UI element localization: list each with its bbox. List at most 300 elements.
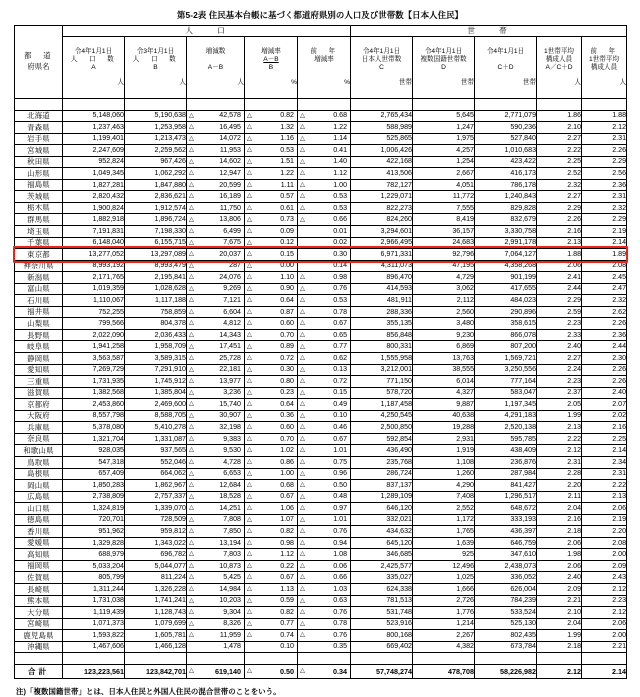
cell-population-r3: 1,128,743 bbox=[125, 607, 187, 619]
table-row bbox=[15, 526, 627, 538]
decrease-marker-icon: △ bbox=[300, 492, 305, 500]
decrease-marker-icon: △ bbox=[247, 561, 252, 569]
prefecture-name: 三重県 bbox=[15, 376, 63, 388]
cell-population-r4: 2,022,090 bbox=[63, 329, 125, 341]
cell-population-r4: 1,850,283 bbox=[63, 480, 125, 492]
cell-households-total: 336,052 bbox=[475, 572, 537, 584]
decrease-marker-icon: △ bbox=[300, 561, 305, 569]
cell-avg-members: 2.06 bbox=[537, 560, 582, 572]
cell-avg-members: 2.16 bbox=[537, 514, 582, 526]
cell-households-japanese: 434,632 bbox=[351, 526, 413, 538]
cell-prev-change-rate: △ 1.01 bbox=[298, 514, 351, 526]
cell-households-total: 866,078 bbox=[475, 329, 537, 341]
cell-population-r3: 8,588,705 bbox=[125, 410, 187, 422]
cell-prev-change-rate: △ 0.76 bbox=[298, 526, 351, 538]
cell-population-r4: 752,255 bbox=[63, 306, 125, 318]
table-row bbox=[15, 387, 627, 399]
decrease-marker-icon: △ bbox=[189, 284, 194, 292]
cell-avg-members: 2.23 bbox=[537, 318, 582, 330]
table-row bbox=[15, 503, 627, 515]
cell-change-rate: △ 0.70 bbox=[245, 329, 298, 341]
cell-change-rate: △ 1.07 bbox=[245, 514, 298, 526]
cell-avg-members: 2.04 bbox=[537, 503, 582, 515]
table-row bbox=[15, 630, 627, 642]
cell-households-total: 333,193 bbox=[475, 514, 537, 526]
cell-prev-avg-members: 1.89 bbox=[582, 249, 627, 261]
cell-households-japanese: 645,120 bbox=[351, 537, 413, 549]
cell-households-multinational: 3,062 bbox=[413, 283, 475, 295]
decrease-marker-icon: △ bbox=[300, 400, 305, 408]
cell-households-total: 2,771,079 bbox=[475, 110, 537, 122]
cell-change-count: △ 11,750 bbox=[187, 202, 245, 214]
cell-change-rate: △ 0.22 bbox=[245, 560, 298, 572]
cell-change-count: △ 9,383 bbox=[187, 433, 245, 445]
col-header-pop-r3: 令3年1月1日 人 口 数 B 人 bbox=[125, 37, 187, 99]
cell-households-multinational: 1,254 bbox=[413, 156, 475, 168]
cell-avg-members: 1.99 bbox=[537, 410, 582, 422]
cell-households-multinational: 478,708 bbox=[413, 664, 475, 678]
col-header-rate: 増減率 A－B B % bbox=[245, 37, 298, 99]
table-row bbox=[15, 156, 627, 168]
cell-households-japanese: 235,768 bbox=[351, 456, 413, 468]
decrease-marker-icon: △ bbox=[300, 215, 305, 223]
cell-change-count: △ 30,907 bbox=[187, 410, 245, 422]
cell-households-multinational: 9,887 bbox=[413, 399, 475, 411]
cell-population-r4: 2,247,609 bbox=[63, 145, 125, 157]
cell-households-multinational: 2,560 bbox=[413, 306, 475, 318]
table-row bbox=[15, 422, 627, 434]
cell-change-rate: △ 0.59 bbox=[245, 595, 298, 607]
cell-change-count: △ 6,499 bbox=[187, 226, 245, 238]
cell-change-count: △ 16,189 bbox=[187, 191, 245, 203]
decrease-marker-icon: △ bbox=[189, 608, 194, 616]
cell-prev-avg-members: 2.07 bbox=[582, 399, 627, 411]
prefecture-name: 合計 bbox=[15, 664, 63, 678]
decrease-marker-icon: △ bbox=[247, 388, 252, 396]
cell-change-count: △ 25,728 bbox=[187, 353, 245, 365]
cell-prev-avg-members: 2.06 bbox=[582, 503, 627, 515]
cell-households-multinational: 2,667 bbox=[413, 168, 475, 180]
decrease-marker-icon: △ bbox=[247, 596, 252, 604]
cell-prev-avg-members: 2.14 bbox=[582, 445, 627, 457]
cell-households-total: 648,672 bbox=[475, 503, 537, 515]
cell-change-rate: △ 0.70 bbox=[245, 433, 298, 445]
cell-households-japanese: 771,150 bbox=[351, 376, 413, 388]
cell-change-rate: △ 0.82 bbox=[245, 607, 298, 619]
cell-population-r4: 2,738,809 bbox=[63, 491, 125, 503]
cell-prev-change-rate: 0.14 bbox=[298, 260, 351, 272]
cell-change-rate: △ 0.86 bbox=[245, 456, 298, 468]
cell-change-count: △ 16,495 bbox=[187, 122, 245, 134]
cell-households-total: 438,409 bbox=[475, 445, 537, 457]
cell-households-total: 583,047 bbox=[475, 387, 537, 399]
cell-avg-members: 2.40 bbox=[537, 341, 582, 353]
cell-households-total: 3,330,758 bbox=[475, 226, 537, 238]
decrease-marker-icon: △ bbox=[247, 284, 252, 292]
decrease-marker-icon: △ bbox=[189, 296, 194, 304]
cell-change-rate: △ 0.72 bbox=[245, 353, 298, 365]
cell-prev-change-rate: △ 0.62 bbox=[298, 353, 351, 365]
cell-prev-change-rate: △ 1.14 bbox=[298, 133, 351, 145]
cell-avg-members: 2.09 bbox=[537, 583, 582, 595]
cell-households-multinational: 92,796 bbox=[413, 249, 475, 261]
cell-population-r3: 13,297,089 bbox=[125, 249, 187, 261]
cell-households-multinational: 2,726 bbox=[413, 595, 475, 607]
cell-households-total: 358,615 bbox=[475, 318, 537, 330]
cell-change-count: △ 42,578 bbox=[187, 110, 245, 122]
table-row bbox=[15, 595, 627, 607]
cell-population-r4: 1,071,373 bbox=[63, 618, 125, 630]
cell-avg-members: 2.31 bbox=[537, 456, 582, 468]
cell-households-japanese: 414,593 bbox=[351, 283, 413, 295]
cell-prev-change-rate: △ 0.66 bbox=[298, 572, 351, 584]
table-row bbox=[15, 514, 627, 526]
decrease-marker-icon: △ bbox=[247, 481, 252, 489]
cell-households-total: 590,236 bbox=[475, 122, 537, 134]
cell-population-r3: 7,291,910 bbox=[125, 364, 187, 376]
cell-households-total: 673,784 bbox=[475, 641, 537, 653]
cell-population-r4: 3,563,587 bbox=[63, 353, 125, 365]
decrease-marker-icon: △ bbox=[247, 619, 252, 627]
table-body bbox=[15, 99, 627, 679]
cell-population-r3: 2,195,841 bbox=[125, 272, 187, 284]
decrease-marker-icon: △ bbox=[189, 319, 194, 327]
cell-households-japanese: 57,748,274 bbox=[351, 664, 413, 678]
cell-population-r3: 1,117,188 bbox=[125, 295, 187, 307]
decrease-marker-icon: △ bbox=[189, 423, 194, 431]
prefecture-name: 山口県 bbox=[15, 503, 63, 515]
cell-change-rate: △ 0.23 bbox=[245, 387, 298, 399]
decrease-marker-icon: △ bbox=[189, 411, 194, 419]
table-row bbox=[15, 214, 627, 226]
cell-change-count: △ 10,873 bbox=[187, 560, 245, 572]
decrease-marker-icon: △ bbox=[247, 250, 252, 258]
cell-population-r3: 1,466,128 bbox=[125, 641, 187, 653]
cell-change-rate: △ 1.22 bbox=[245, 168, 298, 180]
cell-prev-avg-members: 2.47 bbox=[582, 283, 627, 295]
decrease-marker-icon: △ bbox=[300, 504, 305, 512]
decrease-marker-icon: △ bbox=[189, 307, 194, 315]
cell-prev-avg-members: 2.31 bbox=[582, 133, 627, 145]
cell-households-total: 784,239 bbox=[475, 595, 537, 607]
cell-avg-members: 2.33 bbox=[537, 329, 582, 341]
cell-households-multinational: 4,290 bbox=[413, 480, 475, 492]
cell-households-japanese: 4,250,545 bbox=[351, 410, 413, 422]
table-row bbox=[15, 560, 627, 572]
cell-households-japanese: 4,311,073 bbox=[351, 260, 413, 272]
cell-households-multinational: 13,763 bbox=[413, 353, 475, 365]
cell-change-count: 1,478 bbox=[187, 641, 245, 653]
cell-population-r3: 1,331,087 bbox=[125, 433, 187, 445]
cell-population-r4: 1,731,038 bbox=[63, 595, 125, 607]
cell-change-rate: △ 0.36 bbox=[245, 410, 298, 422]
cell-households-japanese: 578,720 bbox=[351, 387, 413, 399]
prefecture-name: 宮崎県 bbox=[15, 618, 63, 630]
cell-population-r4: 928,035 bbox=[63, 445, 125, 457]
cell-prev-change-rate: △ 1.00 bbox=[298, 179, 351, 191]
cell-population-r3: 1,343,022 bbox=[125, 537, 187, 549]
decrease-marker-icon: △ bbox=[300, 146, 305, 154]
cell-population-r4: 1,324,819 bbox=[63, 503, 125, 515]
decrease-marker-icon: △ bbox=[300, 273, 305, 281]
cell-change-count: △ 9,304 bbox=[187, 607, 245, 619]
cell-avg-members: 1.88 bbox=[537, 249, 582, 261]
cell-households-total: 290,896 bbox=[475, 306, 537, 318]
cell-avg-members: 2.27 bbox=[537, 353, 582, 365]
cell-households-total: 58,226,982 bbox=[475, 664, 537, 678]
cell-prev-change-rate: △ 0.53 bbox=[298, 202, 351, 214]
cell-prev-change-rate: △ 0.68 bbox=[298, 110, 351, 122]
cell-households-multinational: 1,260 bbox=[413, 468, 475, 480]
cell-change-count: △ 22,181 bbox=[187, 364, 245, 376]
cell-population-r3: 2,036,433 bbox=[125, 329, 187, 341]
cell-population-r3: 8,993,479 bbox=[125, 260, 187, 272]
cell-households-japanese: 3,212,001 bbox=[351, 364, 413, 376]
cell-households-japanese: 346,685 bbox=[351, 549, 413, 561]
cell-households-japanese: 6,971,331 bbox=[351, 249, 413, 261]
cell-population-r3: 1,847,880 bbox=[125, 179, 187, 191]
cell-households-total: 646,759 bbox=[475, 537, 537, 549]
cell-avg-members: 2.27 bbox=[537, 191, 582, 203]
cell-households-total: 287,984 bbox=[475, 468, 537, 480]
decrease-marker-icon: △ bbox=[189, 492, 194, 500]
col-header-pop-r4: 令4年1月1日 人 口 数 A 人 bbox=[63, 37, 125, 99]
table-row bbox=[15, 364, 627, 376]
cell-prev-change-rate: △ 0.97 bbox=[298, 503, 351, 515]
prefecture-name: 香川県 bbox=[15, 526, 63, 538]
cell-prev-avg-members: 2.19 bbox=[582, 226, 627, 238]
cell-avg-members: 2.13 bbox=[537, 237, 582, 249]
cell-population-r3: 696,782 bbox=[125, 549, 187, 561]
cell-households-multinational: 1,639 bbox=[413, 537, 475, 549]
cell-households-multinational: 4,382 bbox=[413, 641, 475, 653]
cell-change-count: △ 13,194 bbox=[187, 537, 245, 549]
cell-population-r4: 1,311,244 bbox=[63, 583, 125, 595]
cell-population-r3: 1,605,781 bbox=[125, 630, 187, 642]
prefecture-name: 福島県 bbox=[15, 179, 63, 191]
cell-prev-avg-members: 2.26 bbox=[582, 318, 627, 330]
cell-population-r3: 1,958,709 bbox=[125, 341, 187, 353]
cell-prev-avg-members: 2.00 bbox=[582, 549, 627, 561]
cell-prev-change-rate: △ 0.46 bbox=[298, 422, 351, 434]
cell-population-r4: 2,171,765 bbox=[63, 272, 125, 284]
cell-households-total: 527,840 bbox=[475, 133, 537, 145]
cell-avg-members: 2.10 bbox=[537, 607, 582, 619]
cell-population-r4: 7,269,729 bbox=[63, 364, 125, 376]
prefecture-name: 静岡県 bbox=[15, 353, 63, 365]
decrease-marker-icon: △ bbox=[300, 585, 305, 593]
cell-prev-avg-members: 2.29 bbox=[582, 156, 627, 168]
cell-avg-members: 1.99 bbox=[537, 630, 582, 642]
cell-change-count: △ 6,653 bbox=[187, 468, 245, 480]
prefecture-name: 茨城県 bbox=[15, 191, 63, 203]
cell-prev-change-rate: △ 1.12 bbox=[298, 168, 351, 180]
decrease-marker-icon: △ bbox=[189, 585, 194, 593]
cell-population-r4: 799,566 bbox=[63, 318, 125, 330]
cell-avg-members: 2.40 bbox=[537, 572, 582, 584]
cell-prev-avg-members: 2.32 bbox=[582, 295, 627, 307]
cell-prev-change-rate: △ 0.10 bbox=[298, 410, 351, 422]
decrease-marker-icon: △ bbox=[247, 319, 252, 327]
table-row bbox=[15, 353, 627, 365]
cell-change-count: △ 5,425 bbox=[187, 572, 245, 584]
decrease-marker-icon: △ bbox=[300, 180, 305, 188]
cell-prev-avg-members: 2.08 bbox=[582, 537, 627, 549]
table-row bbox=[15, 295, 627, 307]
cell-avg-members: 2.32 bbox=[537, 179, 582, 191]
cell-prev-avg-members: 2.30 bbox=[582, 353, 627, 365]
cell-households-japanese: 896,470 bbox=[351, 272, 413, 284]
cell-households-multinational: 11,772 bbox=[413, 191, 475, 203]
decrease-marker-icon: △ bbox=[300, 458, 305, 466]
cell-prev-avg-members: 2.00 bbox=[582, 630, 627, 642]
cell-avg-members: 2.22 bbox=[537, 433, 582, 445]
decrease-marker-icon: △ bbox=[189, 667, 194, 675]
decrease-marker-icon: △ bbox=[300, 134, 305, 142]
cell-change-rate: △ 0.73 bbox=[245, 214, 298, 226]
decrease-marker-icon: △ bbox=[189, 157, 194, 165]
cell-prev-change-rate: △ 0.49 bbox=[298, 399, 351, 411]
prefecture-name: 大分県 bbox=[15, 607, 63, 619]
prefecture-name: 鳥取県 bbox=[15, 456, 63, 468]
cell-change-rate: △ 0.89 bbox=[245, 341, 298, 353]
cell-population-r3: 7,198,330 bbox=[125, 226, 187, 238]
cell-households-multinational: 8,419 bbox=[413, 214, 475, 226]
cell-population-r4: 5,033,204 bbox=[63, 560, 125, 572]
cell-households-total: 777,164 bbox=[475, 376, 537, 388]
cell-change-rate: △ 0.77 bbox=[245, 618, 298, 630]
cell-change-count: △ 14,984 bbox=[187, 583, 245, 595]
cell-prev-change-rate: △ 0.76 bbox=[298, 607, 351, 619]
cell-households-total: 4,358,268 bbox=[475, 260, 537, 272]
decrease-marker-icon: △ bbox=[300, 619, 305, 627]
decrease-marker-icon: △ bbox=[189, 331, 194, 338]
col-header-hh-jp: 令4年1月1日 日本人世帯数 C 世帯 bbox=[351, 37, 413, 99]
cell-households-multinational: 2,552 bbox=[413, 503, 475, 515]
prefecture-name: 北海道 bbox=[15, 110, 63, 122]
cell-change-count: △ 10,203 bbox=[187, 595, 245, 607]
cell-households-total: 525,130 bbox=[475, 618, 537, 630]
cell-change-count: △ 12,684 bbox=[187, 480, 245, 492]
cell-change-rate: △ 0.30 bbox=[245, 364, 298, 376]
cell-change-rate: △ 1.11 bbox=[245, 179, 298, 191]
decrease-marker-icon: △ bbox=[189, 146, 194, 154]
decrease-marker-icon: △ bbox=[300, 515, 305, 523]
cell-households-multinational: 7,555 bbox=[413, 202, 475, 214]
decrease-marker-icon: △ bbox=[247, 169, 252, 177]
cell-change-rate: △ 0.50 bbox=[245, 664, 298, 678]
prefecture-name: 福岡県 bbox=[15, 560, 63, 572]
decrease-marker-icon: △ bbox=[300, 354, 305, 362]
cell-households-multinational: 9,230 bbox=[413, 329, 475, 341]
cell-change-count: △ 14,251 bbox=[187, 503, 245, 515]
cell-prev-avg-members: 2.43 bbox=[582, 572, 627, 584]
cell-prev-change-rate: 0.30 bbox=[298, 249, 351, 261]
cell-population-r4: 805,799 bbox=[63, 572, 125, 584]
cell-households-total: 417,655 bbox=[475, 283, 537, 295]
decrease-marker-icon: △ bbox=[300, 446, 305, 454]
cell-avg-members: 2.12 bbox=[537, 664, 582, 678]
table-row bbox=[15, 122, 627, 134]
decrease-marker-icon: △ bbox=[247, 261, 252, 269]
cell-avg-members: 1.86 bbox=[537, 110, 582, 122]
cell-avg-members: 2.27 bbox=[537, 133, 582, 145]
col-header-prev-rate: 前 年 増減率 % bbox=[298, 37, 351, 99]
group-header-population: 人 口 bbox=[63, 26, 351, 37]
decrease-marker-icon: △ bbox=[247, 667, 252, 675]
decrease-marker-icon: △ bbox=[189, 469, 194, 477]
table-row bbox=[15, 341, 627, 353]
cell-change-rate: △ 0.61 bbox=[245, 202, 298, 214]
col-header-prev-avg: 前 年 1世帯平均 構成人員 人 bbox=[582, 37, 627, 99]
cell-households-japanese: 1,289,109 bbox=[351, 491, 413, 503]
cell-change-rate: △ 1.32 bbox=[245, 122, 298, 134]
prefecture-name: 埼玉県 bbox=[15, 226, 63, 238]
prefecture-name: 富山県 bbox=[15, 283, 63, 295]
cell-change-count: △ 13,806 bbox=[187, 214, 245, 226]
cell-households-japanese: 2,966,495 bbox=[351, 237, 413, 249]
decrease-marker-icon: △ bbox=[189, 215, 194, 223]
cell-avg-members: 2.06 bbox=[537, 260, 582, 272]
cell-prev-change-rate: △ 0.72 bbox=[298, 376, 351, 388]
column-header-row bbox=[15, 37, 627, 99]
cell-population-r4: 547,318 bbox=[63, 456, 125, 468]
cell-population-r3: 1,862,967 bbox=[125, 480, 187, 492]
cell-households-japanese: 422,168 bbox=[351, 156, 413, 168]
page-title: 第5-2表 住民基本台帳に基づく都道府県別の人口及び世帯数【日本人住民】 bbox=[176, 10, 464, 20]
cell-prev-change-rate: 0.01 bbox=[298, 226, 351, 238]
cell-households-total: 626,004 bbox=[475, 583, 537, 595]
cell-households-total: 1,240,843 bbox=[475, 191, 537, 203]
prefecture-name: 岡山県 bbox=[15, 480, 63, 492]
prefecture-name: 山形県 bbox=[15, 168, 63, 180]
decrease-marker-icon: △ bbox=[247, 307, 252, 315]
cell-prev-avg-members: 2.02 bbox=[582, 410, 627, 422]
cell-households-multinational: 36,157 bbox=[413, 226, 475, 238]
cell-prev-avg-members: 2.22 bbox=[582, 480, 627, 492]
cell-prev-avg-members: 2.26 bbox=[582, 364, 627, 376]
cell-prev-avg-members: 2.09 bbox=[582, 560, 627, 572]
cell-population-r3: 1,062,292 bbox=[125, 168, 187, 180]
cell-households-japanese: 2,500,850 bbox=[351, 422, 413, 434]
table-row bbox=[15, 329, 627, 341]
cell-population-r4: 1,941,258 bbox=[63, 341, 125, 353]
cell-change-count: △ 7,675 bbox=[187, 237, 245, 249]
cell-households-japanese: 592,854 bbox=[351, 433, 413, 445]
cell-population-r4: 123,223,561 bbox=[63, 664, 125, 678]
cell-avg-members: 2.12 bbox=[537, 445, 582, 457]
cell-prev-change-rate: △ 0.66 bbox=[298, 214, 351, 226]
cell-population-r3: 6,155,715 bbox=[125, 237, 187, 249]
cell-prev-change-rate: △ 0.53 bbox=[298, 295, 351, 307]
decrease-marker-icon: △ bbox=[189, 111, 194, 119]
decrease-marker-icon: △ bbox=[247, 608, 252, 616]
cell-change-rate: △ 0.67 bbox=[245, 572, 298, 584]
cell-change-rate: △ 0.74 bbox=[245, 630, 298, 642]
cell-prev-change-rate: △ 0.48 bbox=[298, 491, 351, 503]
cell-change-rate: △ 0.12 bbox=[245, 237, 298, 249]
table-row bbox=[15, 537, 627, 549]
cell-households-multinational: 3,480 bbox=[413, 318, 475, 330]
cell-households-multinational: 4,327 bbox=[413, 387, 475, 399]
decrease-marker-icon: △ bbox=[300, 157, 305, 165]
cell-prev-change-rate: △ 0.34 bbox=[298, 664, 351, 678]
cell-households-multinational: 7,408 bbox=[413, 491, 475, 503]
cell-households-japanese: 800,331 bbox=[351, 341, 413, 353]
decrease-marker-icon: △ bbox=[300, 284, 305, 292]
cell-prev-change-rate: △ 0.75 bbox=[298, 456, 351, 468]
decrease-marker-icon: △ bbox=[189, 458, 194, 466]
